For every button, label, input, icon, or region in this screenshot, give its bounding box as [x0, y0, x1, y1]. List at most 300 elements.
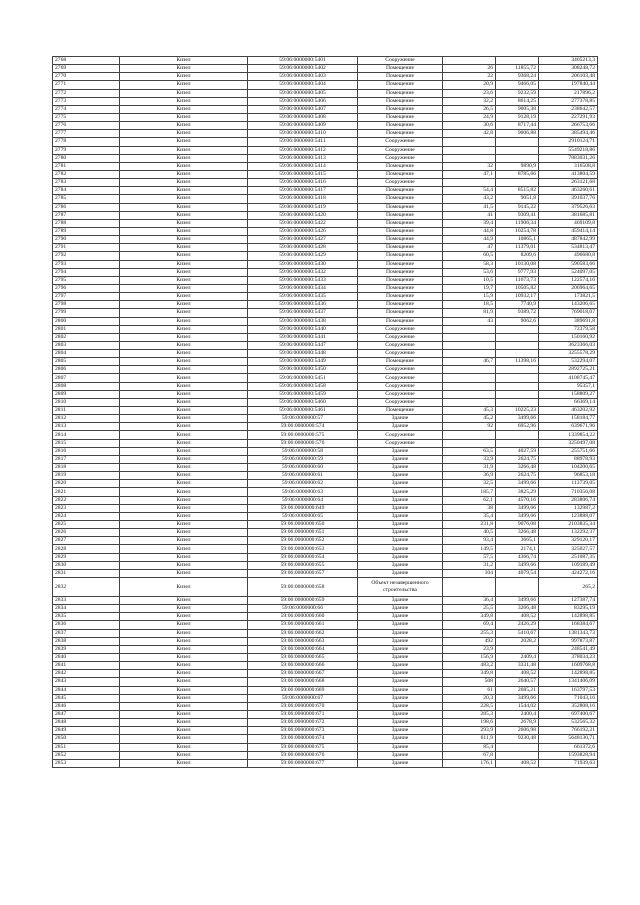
- table-row: [53, 480, 598, 488]
- cadastral-number-cell: 59:06:0000000:5413: [248, 154, 358, 162]
- row-number: 2782: [53, 170, 120, 178]
- cadastral-number-cell: 59:06:0000000:659: [248, 597, 358, 605]
- row-number: 2828: [53, 545, 120, 553]
- area-cell: 85,4: [443, 743, 496, 751]
- city-cell: Кизел: [120, 97, 248, 105]
- table-row: [53, 81, 598, 89]
- object-type-cell: Помещение: [358, 309, 443, 317]
- cadastral-number-cell: 59:06:0000000:666: [248, 662, 358, 670]
- specific-value-cell: 2685,21: [496, 686, 539, 694]
- object-type-cell: Сооружение: [358, 333, 443, 341]
- cadastral-number-cell: 59:06:0000000:661: [248, 621, 358, 629]
- object-type-cell: Помещение: [358, 170, 443, 178]
- table-row: [53, 678, 598, 686]
- city-cell: Кизел: [120, 350, 248, 358]
- cadastral-number-cell: 59:06:0000000:60: [248, 464, 358, 472]
- city-cell: Кизел: [120, 333, 248, 341]
- row-number: 2792: [53, 252, 120, 260]
- cadastral-value-cell: 532565,32: [539, 719, 598, 727]
- city-cell: Кизел: [120, 244, 248, 252]
- object-type-cell: Здание: [358, 496, 443, 504]
- row-number: 2805: [53, 358, 120, 366]
- object-type-cell: Здание: [358, 686, 443, 694]
- city-cell: Кизел: [120, 529, 248, 537]
- cadastral-value-cell: 2103835,34: [539, 521, 598, 529]
- object-type-cell: Сооружение: [358, 374, 443, 382]
- area-cell: 198,6: [443, 719, 496, 727]
- row-number: 2843: [53, 678, 120, 686]
- row-number: 2832: [53, 578, 120, 597]
- cadastral-value-cell: 95357,1: [539, 382, 598, 390]
- cadastral-number-cell: 59:06:0000000:5426: [248, 227, 358, 235]
- object-type-cell: Помещение: [358, 317, 443, 325]
- table-row: [53, 629, 598, 637]
- specific-value-cell: [496, 57, 539, 65]
- city-cell: Кизел: [120, 751, 248, 759]
- cadastral-value-cell: 590583,66: [539, 260, 598, 268]
- area-cell: [443, 341, 496, 349]
- specific-value-cell: 9062,6: [496, 317, 539, 325]
- specific-value-cell: 4366,74: [496, 553, 539, 561]
- cadastral-value-cell: 532294,07: [539, 358, 598, 366]
- cadastral-number-cell: 59:06:0000000:662: [248, 629, 358, 637]
- object-type-cell: Здание: [358, 743, 443, 751]
- table-row: [53, 702, 598, 710]
- city-cell: Кизел: [120, 569, 248, 577]
- specific-value-cell: 5410,67: [496, 629, 539, 637]
- area-cell: [443, 333, 496, 341]
- area-cell: 31,2: [443, 561, 496, 569]
- area-cell: 18,5: [443, 301, 496, 309]
- object-type-cell: Помещение: [358, 211, 443, 219]
- specific-value-cell: 10225,23: [496, 407, 539, 415]
- area-cell: 26: [443, 65, 496, 73]
- object-type-cell: Сооружение: [358, 439, 443, 447]
- table-row: [53, 122, 598, 130]
- object-type-cell: Сооружение: [358, 138, 443, 146]
- cadastral-value-cell: 132292,37: [539, 529, 598, 537]
- table-row: [53, 578, 598, 597]
- cadastral-value-cell: 206964,65: [539, 284, 598, 292]
- city-cell: Кизел: [120, 260, 248, 268]
- object-type-cell: Помещение: [358, 162, 443, 170]
- table-row: [53, 162, 598, 170]
- cadastral-value-cell: 227291,93: [539, 113, 598, 121]
- specific-value-cell: 6952,96: [496, 423, 539, 431]
- cadastral-value-cell: 197840,44: [539, 81, 598, 89]
- object-type-cell: Помещение: [358, 244, 443, 252]
- row-number: 2798: [53, 301, 120, 309]
- table-row: [53, 244, 598, 252]
- cadastral-number-cell: 59:06:0000000:5430: [248, 260, 358, 268]
- cadastral-value-cell: 3405213,3: [539, 57, 598, 65]
- cadastral-value-cell: 104200,65: [539, 464, 598, 472]
- cadastral-value-cell: 463202,92: [539, 407, 598, 415]
- cadastral-value-cell: 316508,8: [539, 162, 598, 170]
- area-cell: 25,5: [443, 605, 496, 613]
- city-cell: Кизел: [120, 439, 248, 447]
- object-type-cell: Здание: [358, 735, 443, 743]
- table-row: [53, 276, 598, 284]
- object-type-cell: Сооружение: [358, 179, 443, 187]
- area-cell: 58,3: [443, 260, 496, 268]
- city-cell: Кизел: [120, 702, 248, 710]
- specific-value-cell: 10932,17: [496, 293, 539, 301]
- city-cell: Кизел: [120, 621, 248, 629]
- object-type-cell: Здание: [358, 621, 443, 629]
- cadastral-number-cell: 59:06:0000000:652: [248, 537, 358, 545]
- cadastral-number-cell: 59:06:0000000:5436: [248, 301, 358, 309]
- specific-value-cell: 10254,78: [496, 227, 539, 235]
- object-type-cell: Помещение: [358, 187, 443, 195]
- object-type-cell: Помещение: [358, 276, 443, 284]
- table-row: [53, 65, 598, 73]
- cadastral-number-cell: 59:06:0000000:5418: [248, 195, 358, 203]
- area-cell: [443, 382, 496, 390]
- specific-value-cell: 2409,4: [496, 653, 539, 661]
- cadastral-number-cell: 59:06:0000000:58: [248, 447, 358, 455]
- specific-value-cell: 2678,9: [496, 719, 539, 727]
- row-number: 2812: [53, 415, 120, 423]
- cadastral-value-cell: 459414,14: [539, 227, 598, 235]
- cadastral-number-cell: 59:06:0000000:5432: [248, 268, 358, 276]
- table-row: [53, 268, 598, 276]
- specific-value-cell: 3499,66: [496, 597, 539, 605]
- object-type-cell: Здание: [358, 553, 443, 561]
- object-type-cell: Сооружение: [358, 350, 443, 358]
- area-cell: 23,9: [443, 645, 496, 653]
- area-cell: 44,9: [443, 236, 496, 244]
- cadastral-value-cell: 424272,16: [539, 569, 598, 577]
- specific-value-cell: 408,52: [496, 759, 539, 767]
- table-row: [53, 719, 598, 727]
- area-cell: 41,5: [443, 203, 496, 211]
- object-type-cell: Сооружение: [358, 398, 443, 406]
- city-cell: Кизел: [120, 613, 248, 621]
- table-row: [53, 293, 598, 301]
- cadastral-number-cell: 59:06:0000000:5429: [248, 252, 358, 260]
- table-row: [53, 694, 598, 702]
- object-type-cell: Здание: [358, 512, 443, 520]
- city-cell: Кизел: [120, 488, 248, 496]
- object-type-cell: Здание: [358, 637, 443, 645]
- row-number: 2847: [53, 710, 120, 718]
- cadastral-value-cell: 71043,16: [539, 694, 598, 702]
- cadastral-number-cell: 59:06:0000000:5419: [248, 203, 358, 211]
- cadastral-number-cell: 59:06:0000000:669: [248, 686, 358, 694]
- specific-value-cell: 9232,59: [496, 89, 539, 97]
- cadastral-number-cell: 59:06:0000000:5420: [248, 211, 358, 219]
- table-row: [53, 686, 598, 694]
- object-type-cell: Сооружение: [358, 146, 443, 154]
- area-cell: 33,9: [443, 455, 496, 463]
- cadastral-value-cell: 308248,72: [539, 65, 598, 73]
- city-cell: Кизел: [120, 472, 248, 480]
- area-cell: 32,5: [443, 480, 496, 488]
- row-number: 2804: [53, 350, 120, 358]
- specific-value-cell: 9466,05: [496, 81, 539, 89]
- area-cell: 19,7: [443, 284, 496, 292]
- specific-value-cell: 3499,66: [496, 512, 539, 520]
- object-type-cell: Сооружение: [358, 57, 443, 65]
- row-number: 2819: [53, 472, 120, 480]
- table-row: [53, 613, 598, 621]
- object-type-cell: Здание: [358, 480, 443, 488]
- area-cell: 43,2: [443, 195, 496, 203]
- specific-value-cell: 1544,02: [496, 702, 539, 710]
- cadastral-number-cell: 59:06:0000000:574: [248, 423, 358, 431]
- cadastral-number-cell: 59:06:0000000:5404: [248, 81, 358, 89]
- object-type-cell: Здание: [358, 670, 443, 678]
- area-cell: 492: [443, 637, 496, 645]
- table-row: [53, 398, 598, 406]
- table-row: [53, 727, 598, 735]
- area-cell: 39,4: [443, 219, 496, 227]
- cadastral-number-cell: 59:06:0000000:61: [248, 472, 358, 480]
- cadastral-number-cell: 59:06:0000000:5434: [248, 284, 358, 292]
- cadastral-number-cell: 59:06:0000000:651: [248, 529, 358, 537]
- city-cell: Кизел: [120, 219, 248, 227]
- city-cell: Кизел: [120, 358, 248, 366]
- row-number: 2797: [53, 293, 120, 301]
- table-row: [53, 553, 598, 561]
- cadastral-value-cell: 496680,8: [539, 252, 598, 260]
- table-row: [53, 415, 598, 423]
- table-row: [53, 488, 598, 496]
- city-cell: Кизел: [120, 710, 248, 718]
- area-cell: 60,5: [443, 252, 496, 260]
- table-row: [53, 57, 598, 65]
- object-type-cell: Объект незавершенного строительства: [358, 578, 443, 597]
- specific-value-cell: [496, 431, 539, 439]
- cadastral-value-cell: 283806,74: [539, 496, 598, 504]
- object-type-cell: Здание: [358, 504, 443, 512]
- specific-value-cell: 9777,93: [496, 268, 539, 276]
- city-cell: Кизел: [120, 146, 248, 154]
- area-cell: 104: [443, 569, 496, 577]
- cadastral-value-cell: 329120,17: [539, 537, 598, 545]
- row-number: 2803: [53, 341, 120, 349]
- object-type-cell: Здание: [358, 751, 443, 759]
- area-cell: [443, 374, 496, 382]
- specific-value-cell: 8515,82: [496, 187, 539, 195]
- row-number: 2778: [53, 138, 120, 146]
- row-number: 2822: [53, 496, 120, 504]
- city-cell: Кизел: [120, 645, 248, 653]
- cadastral-number-cell: 59:06:0000000:650: [248, 521, 358, 529]
- table-body: [53, 57, 598, 768]
- cadastral-number-cell: 59:06:0000000:65: [248, 512, 358, 520]
- specific-value-cell: 9890,9: [496, 162, 539, 170]
- cadastral-value-cell: 163797,53: [539, 686, 598, 694]
- cadastral-value-cell: 487842,99: [539, 236, 598, 244]
- city-cell: Кизел: [120, 366, 248, 374]
- cadastral-value-cell: 2910124,71: [539, 138, 598, 146]
- object-type-cell: Здание: [358, 521, 443, 529]
- cadastral-value-cell: 4108745,47: [539, 374, 598, 382]
- city-cell: Кизел: [120, 73, 248, 81]
- area-cell: 24,9: [443, 113, 496, 121]
- cadastral-value-cell: 389691,8: [539, 317, 598, 325]
- table-row: [53, 154, 598, 162]
- table-row: [53, 301, 598, 309]
- cadastral-value-cell: 71939,63: [539, 759, 598, 767]
- specific-value-cell: 408,52: [496, 613, 539, 621]
- row-number: 2772: [53, 89, 120, 97]
- cadastral-number-cell: 59:06:0000000:653: [248, 545, 358, 553]
- area-cell: 81,9: [443, 309, 496, 317]
- row-number: 2799: [53, 309, 120, 317]
- object-type-cell: Здание: [358, 472, 443, 480]
- area-cell: 23,6: [443, 89, 496, 97]
- row-number: 2835: [53, 613, 120, 621]
- city-cell: Кизел: [120, 195, 248, 203]
- object-type-cell: Помещение: [358, 195, 443, 203]
- row-number: 2806: [53, 366, 120, 374]
- object-type-cell: Помещение: [358, 227, 443, 235]
- specific-value-cell: 9006,88: [496, 130, 539, 138]
- row-number: 2844: [53, 686, 120, 694]
- specific-value-cell: 9145,22: [496, 203, 539, 211]
- cadastral-value-cell: 381685,81: [539, 211, 598, 219]
- cadastral-value-cell: 697400,67: [539, 710, 598, 718]
- area-cell: [443, 366, 496, 374]
- row-number: 2796: [53, 284, 120, 292]
- city-cell: Кизел: [120, 301, 248, 309]
- cadastral-number-cell: 59:06:0000000:5461: [248, 407, 358, 415]
- row-number: 2800: [53, 317, 120, 325]
- row-number: 2801: [53, 325, 120, 333]
- table-row: [53, 653, 598, 661]
- city-cell: Кизел: [120, 415, 248, 423]
- table-row: [53, 662, 598, 670]
- table-row: [53, 203, 598, 211]
- cadastral-number-cell: 59:06:0000000:5450: [248, 366, 358, 374]
- specific-value-cell: 10505,82: [496, 284, 539, 292]
- row-number: 2842: [53, 670, 120, 678]
- table-row: [53, 545, 598, 553]
- row-number: 2768: [53, 57, 120, 65]
- object-type-cell: Помещение: [358, 122, 443, 130]
- specific-value-cell: [496, 374, 539, 382]
- city-cell: Кизел: [120, 629, 248, 637]
- area-cell: 349,8: [443, 670, 496, 678]
- cadastral-value-cell: 413804,59: [539, 170, 598, 178]
- cadastral-number-cell: 59:06:0000000:5428: [248, 244, 358, 252]
- object-type-cell: Здание: [358, 727, 443, 735]
- cadastral-value-cell: 469109,8: [539, 219, 598, 227]
- table-row: [53, 504, 598, 512]
- object-type-cell: Помещение: [358, 203, 443, 211]
- cadastral-number-cell: 59:06:0000000:668: [248, 678, 358, 686]
- area-cell: 93,4: [443, 537, 496, 545]
- row-number: 2823: [53, 504, 120, 512]
- cadastral-number-cell: 59:06:0000000:665: [248, 653, 358, 661]
- cadastral-value-cell: 265,2: [539, 578, 598, 597]
- city-cell: Кизел: [120, 211, 248, 219]
- cadastral-value-cell: 158809,27: [539, 390, 598, 398]
- specific-value-cell: [496, 350, 539, 358]
- specific-value-cell: 3266,48: [496, 529, 539, 537]
- city-cell: Кизел: [120, 122, 248, 130]
- specific-value-cell: 11855,72: [496, 65, 539, 73]
- cadastral-number-cell: 59:06:0000000:5409: [248, 122, 358, 130]
- specific-value-cell: [496, 398, 539, 406]
- object-type-cell: Помещение: [358, 260, 443, 268]
- area-cell: 20,9: [443, 81, 496, 89]
- table-row: [53, 195, 598, 203]
- table-row: [53, 113, 598, 121]
- table-row: [53, 431, 598, 439]
- specific-value-cell: [496, 390, 539, 398]
- cadastral-number-cell: 59:06:0000000:667: [248, 670, 358, 678]
- cadastral-value-cell: 766192,21: [539, 727, 598, 735]
- object-type-cell: Здание: [358, 645, 443, 653]
- area-cell: 67,8: [443, 751, 496, 759]
- cadastral-value-cell: 1593828,94: [539, 751, 598, 759]
- cadastral-value-cell: 255751,66: [539, 447, 598, 455]
- city-cell: Кизел: [120, 57, 248, 65]
- object-type-cell: Здание: [358, 529, 443, 537]
- row-number: 2771: [53, 81, 120, 89]
- area-cell: 285,3: [443, 710, 496, 718]
- object-type-cell: Помещение: [358, 301, 443, 309]
- object-type-cell: Здание: [358, 702, 443, 710]
- table-row: [53, 374, 598, 382]
- specific-value-cell: [496, 366, 539, 374]
- table-row: [53, 138, 598, 146]
- table-row: [53, 350, 598, 358]
- document-page: [52, 56, 597, 768]
- city-cell: Кизел: [120, 578, 248, 597]
- row-number: 2845: [53, 694, 120, 702]
- row-number: 2793: [53, 260, 120, 268]
- cadastral-value-cell: 248541,49: [539, 645, 598, 653]
- table-row: [53, 146, 598, 154]
- city-cell: Кизел: [120, 447, 248, 455]
- table-row: [53, 751, 598, 759]
- table-row: [53, 325, 598, 333]
- row-number: 2781: [53, 162, 120, 170]
- city-cell: Кизел: [120, 284, 248, 292]
- cadastral-value-cell: 5648130,71: [539, 735, 598, 743]
- table-row: [53, 236, 598, 244]
- specific-value-cell: [496, 325, 539, 333]
- cadastral-number-cell: 59:06:0000000:5402: [248, 65, 358, 73]
- cadastral-value-cell: 143206,65: [539, 301, 598, 309]
- cadastral-value-cell: 379526,63: [539, 203, 598, 211]
- area-cell: 38: [443, 504, 496, 512]
- city-cell: Кизел: [120, 727, 248, 735]
- cadastral-number-cell: 59:06:0000000:676: [248, 751, 358, 759]
- cadastral-number-cell: 59:06:0000000:59: [248, 455, 358, 463]
- cadastral-value-cell: 769018,07: [539, 309, 598, 317]
- object-type-cell: Помещение: [358, 268, 443, 276]
- cadastral-number-cell: 59:06:0000000:5410: [248, 130, 358, 138]
- cadastral-value-cell: 378034,23: [539, 653, 598, 661]
- area-cell: [443, 154, 496, 162]
- city-cell: Кизел: [120, 719, 248, 727]
- area-cell: [443, 57, 496, 65]
- row-number: 2833: [53, 597, 120, 605]
- city-cell: Кизел: [120, 309, 248, 317]
- city-cell: Кизел: [120, 276, 248, 284]
- city-cell: Кизел: [120, 537, 248, 545]
- specific-value-cell: 9389,72: [496, 309, 539, 317]
- city-cell: Кизел: [120, 662, 248, 670]
- cadastral-number-cell: 59:06:0000000:5415: [248, 170, 358, 178]
- area-cell: 176,1: [443, 759, 496, 767]
